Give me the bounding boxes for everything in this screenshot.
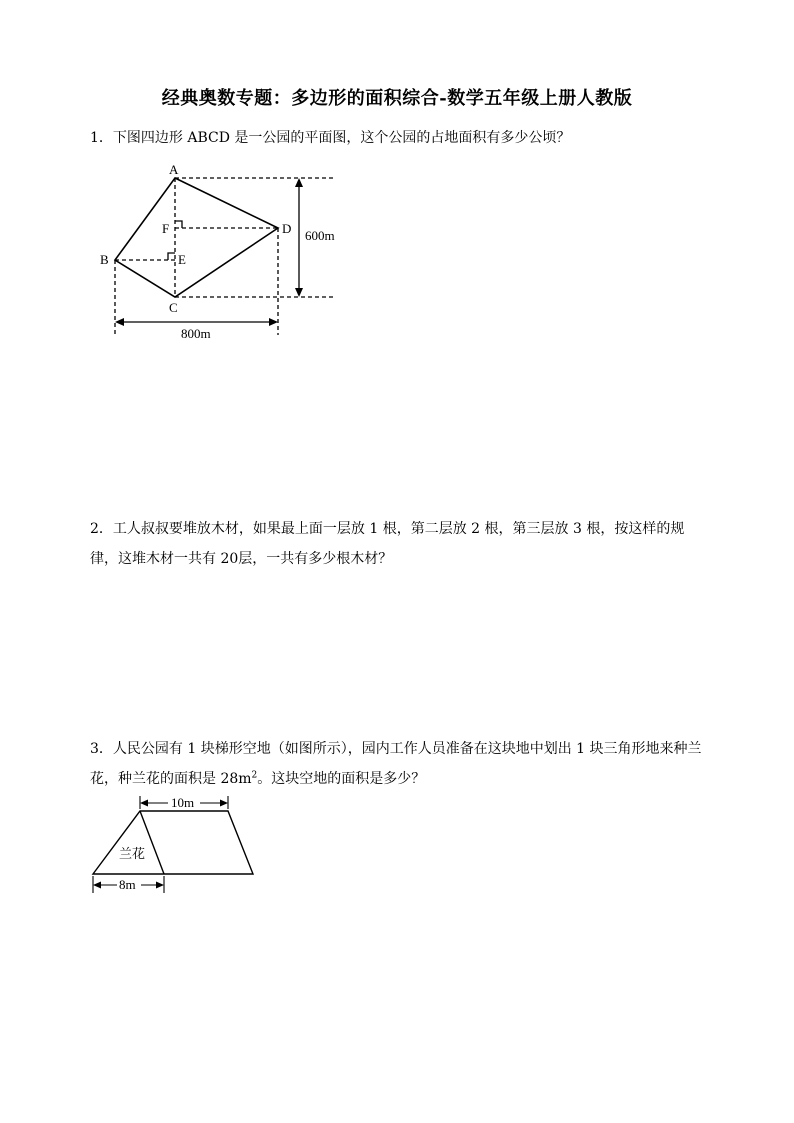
label-f: F: [162, 221, 170, 236]
label-c: C: [169, 300, 178, 315]
question-text: 下图四边形 ABCD 是一公园的平面图，这个公园的占地面积有多少公顷？: [112, 130, 571, 146]
width-arrow-right: [269, 318, 278, 326]
question-number: 3．: [90, 741, 113, 757]
question-1: [90, 123, 705, 153]
question-number: 2．: [90, 521, 113, 537]
bottom-arrow-left: [93, 882, 101, 889]
bottom-length-label: 8m: [119, 877, 136, 892]
label-d: D: [282, 221, 292, 236]
top-arrow-left: [140, 800, 148, 807]
height-arrow-bottom: [295, 288, 303, 297]
right-angle-mark-f: [175, 221, 182, 228]
page-title: 经典奥数专题：多边形的面积综合-数学五年级上册人教版: [161, 88, 633, 109]
question-number: 1．: [90, 130, 113, 146]
top-length-label: 10m: [171, 795, 195, 810]
label-e: E: [178, 252, 186, 267]
bottom-arrow-right: [156, 882, 164, 889]
park-quadrilateral-figure: [95, 160, 355, 345]
width-arrow-left: [115, 318, 124, 326]
top-arrow-right: [220, 800, 228, 807]
question-text: 工人叔叔要堆放木材，如果最上面一层放 1 根，第二层放 2 根，第三层放 3 根，按这样的规律，这堆木材一共有 20层，一共有多少根木材？: [90, 521, 685, 567]
question-text-end: 。这块空地的面积是多少？: [257, 771, 426, 787]
height-arrow-top: [295, 178, 303, 187]
question-2: [90, 514, 705, 574]
trapezoid-shape: [93, 811, 253, 874]
trapezoid-figure: [88, 793, 263, 898]
orchid-region-label: 兰花: [119, 847, 146, 862]
right-angle-mark-e: [168, 253, 175, 260]
superscript-exponent: 2: [251, 770, 258, 781]
question-3: [90, 734, 705, 794]
question-text: 人民公园有 1 块梯形空地（如图所示），园内工作人员准备在这块地中划出 1 块三角形地来种兰花，种兰花的面积是 28m: [90, 741, 702, 787]
height-label: 600m: [305, 228, 335, 243]
triangle-divider: [140, 811, 164, 874]
label-a: A: [169, 162, 179, 177]
width-label: 800m: [181, 326, 211, 341]
quadrilateral-abcd: [115, 178, 278, 297]
label-b: B: [100, 252, 109, 267]
